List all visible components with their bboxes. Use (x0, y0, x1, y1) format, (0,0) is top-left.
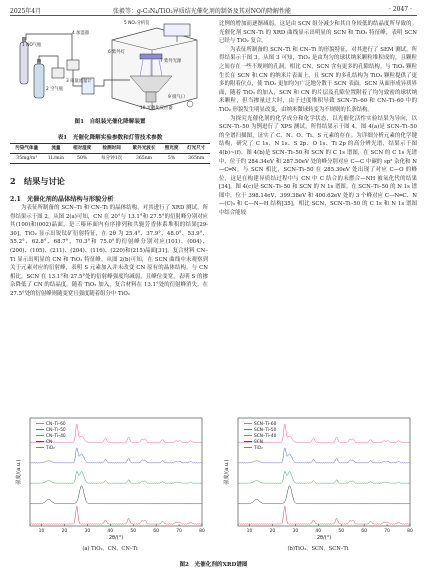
left-column-text (10, 204, 208, 404)
x-tick-label: 10 (246, 529, 253, 534)
table-cell: 5% (167, 155, 176, 161)
label-humidifier: 4 加湿器 (72, 31, 89, 36)
x-tick-label: 80 (407, 529, 413, 534)
section-title: 2 结果与讨论 (10, 176, 65, 186)
series-line (30, 486, 202, 504)
x-axis-label: 2θ/(°) (108, 535, 124, 541)
y-axis-label: 强度/(a.u.) (16, 459, 22, 485)
series-line (30, 506, 202, 524)
paragraph: 比例的增加而逐渐减弱。这是由 SCN 组分减少和其自身较低的结晶度所导致的。光催化剂 SCN–Ti 的 XRD 曲线显示出明显的 SCN 和 TiO₂ 特征峰，表明 SCN 已经与 TiO₂ 复合。 (219, 21, 417, 45)
table-cell: 每分钟1次 (100, 156, 123, 162)
legend-label: SCN–Ti–50 (254, 428, 277, 433)
legend-label: SCN–Ti–60 (254, 422, 277, 427)
label-base: 10 光催化反应器 (140, 106, 173, 111)
table-header-cell: 灯光尺寸 (187, 146, 206, 152)
figure2-sub-b: (b)TiO₂、SCN、SCN–Ti (287, 546, 349, 552)
x-tick-label: 70 (176, 529, 182, 534)
series-line (238, 486, 410, 504)
table-header-cell: 相对湿度 (72, 146, 92, 152)
table-cell: 365nm (135, 155, 153, 161)
series-line (238, 471, 410, 483)
label-uv-source: 7 紫外光源 (160, 59, 182, 64)
table1 (10, 143, 210, 164)
label-outlet: 9 排气口 (168, 95, 185, 100)
x-tick-label: 60 (361, 529, 368, 534)
legend-label: TiO₂ (46, 446, 55, 451)
series-line (238, 506, 410, 524)
table-header-cell: 污染气体量 (15, 146, 39, 152)
legend-label: CN–Ti–60 (46, 422, 66, 427)
paragraph: 为表征所制备的 SCN–Ti 和 CN–Ti 的晶体结构，对其进行了 XRD 测试，所得结果示于图 2。从图 2(a)可知，CN 在 20°与 13.1°和 27.5°的衍射峰分别对应其(100)和(002)晶面，是三嗪环面内有序排列和共轭芳香体系堆积的结果[29-30]。TiO₂ 显示出锐钛矿衍射特征，在 2θ 为 25.4°、37.9°、48.0°、53.9°、55.2°、62.8°、68.7°、70.3°和 75.0°的衍射峰分别对应(101)、(004)、(200)、(105)、(211)、(204)、(116)、(220)和(215)晶面[31]。复合材料 CN–Ti 显示出明显的 CN 和 TiO₂ 特征峰。从图 2(b)可知，在 SCN 曲线中未观察到关于元素对应的衍射峰，表明 S 元素加入并未改变 CN 原有的晶体结构。与 CN 相比，SCN 在 13.1°和 27.5°处的衍射峰强度均减弱，且峰位变宽。表明 S 的掺杂降低了 CN 的结晶度。随着 TiO₂ 加入，复合材料在 13.1°处的衍射峰消失，在 27.5°处的衍射峰则随变宽且强度随着组分中 TiO₂ (10, 205, 208, 297)
legend-label: CN (46, 440, 53, 445)
right-column-text (219, 20, 417, 406)
table1-title: 表1 光催化降解实验参数和灯管技术参数 (57, 135, 163, 141)
header-page: · 2047 · (389, 6, 412, 13)
series-line (30, 471, 202, 483)
table-header-cell: 紫外光波长 (132, 146, 156, 152)
x-tick-label: 70 (384, 529, 390, 534)
header-rule (10, 15, 417, 16)
xrd-chart-a (12, 414, 208, 542)
legend-label: TiO₂ (254, 446, 263, 451)
x-tick-label: 50 (338, 529, 345, 534)
table-cell: 365nm (188, 155, 205, 161)
label-flowmeter: 3 质量流量计 (66, 79, 92, 84)
legend-label: CN–Ti–50 (46, 428, 66, 433)
xrd-chart-b (220, 414, 416, 542)
paragraph: 为表征所制备的 SCN–Ti 和 CN–Ti 的形貌特征，对其进行了 SEM 测试，所得结果示于图 3。从图 3 可知，TiO₂ 是由均匀的球状纳米颗粒堆积成的，且颗粒之间存在一些不规则的孔洞。相比 CN，SCN 含有更多的孔隙结构。与 TiO₂ 颗粒生长在 SCN 和 CN 的纳米片表面上，且 SCN 的多孔结构为 TiO₂ 颗粒提供了更多的附着位点，使 TiO₂ 更加均匀广泛地分散于 SCN 表面。SCN 从面形成异质界面，随着 TiO₂ 的加入，SCN 和 CN 的片层及孔隙位置附着了均匀致密的球状纳米颗粒，但当掺量过大时，由于过度堆积导致 SCN–Ti–60 和 CN–Ti–60 中的 TiO₂ 形貌发生明显改变，由纳米微球转变为不规则的长条结构。 (219, 46, 417, 113)
legend-label: SCN (254, 440, 263, 445)
x-tick-label: 30 (84, 529, 91, 534)
header-date: 2025年4月 (10, 8, 42, 15)
label-no-source: 1 NO气瓶 (22, 43, 42, 48)
x-tick-label: 20 (61, 529, 68, 534)
table-cell: 1L/min (47, 155, 65, 161)
figure2-caption: 图2 光催化剂的XRD谱图 (179, 562, 248, 568)
x-tick-label: 60 (153, 529, 160, 534)
x-tick-label: 20 (269, 529, 276, 534)
x-tick-label: 10 (38, 529, 45, 534)
table-header-cell: 流量 (51, 146, 61, 152)
legend-label: SCN–Ti–40 (254, 434, 277, 439)
x-tick-label: 40 (315, 529, 322, 534)
x-tick-label: 40 (107, 529, 114, 534)
figure1-caption: 图1 自组装光催化降解装置 (74, 119, 146, 125)
paragraph: 为探究光催化剂的化学成分和化学状态，以光催化活性实验结果为导向，以 SCN–Ti–50 为例进行了 XPS 测试，所得结果示于图 4。图 4(a)是 SCN–Ti–50 的全谱扫描图，证实了 C、N、O、Ti、S 元素的存在。为详细分析元素的化学键结构，研究了 C 1s、N 1s、S 2p、O 1s、Ti 2p 的高分辨光谱，结果示于图 4(b)~(f)。图 4(b)是 SCN–Ti–50 和 SCN 的 C 1s 谱图，在 SCN 的 C 1s 光谱中，位于约 284.34eV 和 287.50eV 处的峰分别对应 C—C 中碳的 sp² 杂化和 N—C═N。与 SCN 相比，SCN–Ti–50 在 285.30eV 处出现了对应 C—O 的峰位，这是在构建异质结过程中与 CN 中 C 结合的未燃合—NH 被氧化代的结果[34]。图 4(c)是 SCN–Ti–50 和 SCN 的 N 1s 谱图。在 SCN–Ti–50 的 N 1s 谱图中，位于 398.14eV、399.38eV 和 400.62eV 处的 3 个峰对应 C—N═C、N—(C)₃ 和 C—N—H 结构[35]，相比 SCN，SCN–Ti–50 的 C 1s 和 N 1s 谱图中结合能较 (219, 115, 417, 217)
table-cell: 35mg/m³ (16, 155, 38, 161)
series-line (30, 448, 202, 463)
x-tick-label: 50 (130, 529, 137, 534)
header-title: 张毅等：g-C₃N₄/TiO₂异质结光催化剂的制备及其对NO的降解性能 (113, 8, 291, 15)
subsection-title: 2.1 光催化剂的晶体结构与形貌分析 (10, 196, 114, 203)
x-tick-label: 30 (292, 529, 299, 534)
table-header-cell: 检测时间 (102, 146, 121, 152)
legend-label: CN–Ti–40 (46, 434, 66, 439)
x-axis-label: 2θ/(°) (316, 535, 332, 541)
series-line (238, 448, 410, 463)
table-header-cell: 照光度 (164, 146, 179, 152)
table-cell: 50% (77, 155, 88, 161)
label-lamp: 6 紫外灯 (108, 50, 125, 55)
figure2-sub-a: (a) TiO₂、CN、CN–Ti (82, 546, 138, 552)
x-tick-label: 80 (199, 529, 205, 534)
label-analyzer: 5 NOₓ分析仪 (124, 21, 150, 26)
label-air: 2 空气瓶 (46, 87, 63, 92)
y-axis-label: 强度/(a.u.) (224, 459, 230, 485)
